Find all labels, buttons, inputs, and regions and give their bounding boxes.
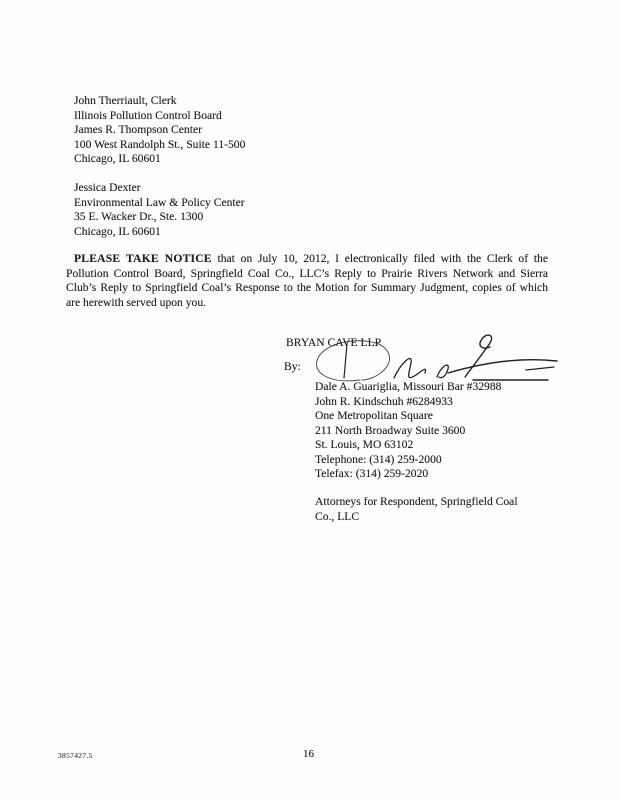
signature-stroke [437,365,448,378]
page-number: 16 [303,748,314,760]
attorney-role-line: Co., LLC [315,509,360,523]
notice-body: that on July 10, 2012, I electronically filed with the Clerk of the Pollution Control Board, Springfield Coal Co., LLC’s Reply to Prairie Rivers Network and Sierra Club’s Reply to Springfield Coal’s Response to the Motion for Summary Judgment, copies of which are herewith served upon you. [66,252,548,309]
notice-paragraph [66,252,548,310]
address-line: 35 E. Wacker Dr., Ste. 1300 [74,210,204,223]
address-line: John Therriault, Clerk [74,94,177,107]
attorney-info-line: St. Louis, MO 63102 [315,438,414,451]
attorney-info-line: Telephone: (314) 259-2000 [315,452,442,466]
signature-stroke [344,344,347,378]
signature-stroke [394,359,426,378]
signature-stroke [526,367,554,370]
address-line: James R. Thompson Center [74,123,202,136]
address-line: Chicago, IL 60601 [74,224,161,238]
attorney-info-line: One Metropolitan Square [315,409,433,422]
signature-stroke [465,335,492,377]
address-line: Jessica Dexter [74,181,141,194]
attorney-info-line: Telefax: (314) 259-2020 [315,467,429,480]
address-line: Environmental Law & Policy Center [74,195,245,209]
attorney-info-line: John R. Kindschuh #6284933 [315,394,453,408]
attorney-info-block [315,380,501,482]
recipient-address-block-clerk [74,94,245,167]
signature-stroke [448,360,557,373]
recipient-address-block-elpc [74,181,245,239]
document-control-number: 3857427.5 [58,751,93,760]
attorney-role-line: Attorneys for Respondent, Springfield Coal [315,495,518,508]
attorney-info-line: 211 North Broadway Suite 3600 [315,423,466,437]
address-line: Illinois Pollution Control Board [74,108,222,122]
firm-name: BRYAN CAVE LLP [286,336,382,349]
address-line: Chicago, IL 60601 [74,152,161,165]
signature-by-label: By: [284,360,301,373]
attorney-role-block [315,495,518,524]
address-line: 100 West Randolph St., Suite 11-500 [74,137,246,151]
attorney-info-line: Dale A. Guariglia, Missouri Bar #32988 [315,380,502,393]
notice-lead: PLEASE TAKE NOTICE [74,252,212,265]
signature-stroke [316,341,389,381]
